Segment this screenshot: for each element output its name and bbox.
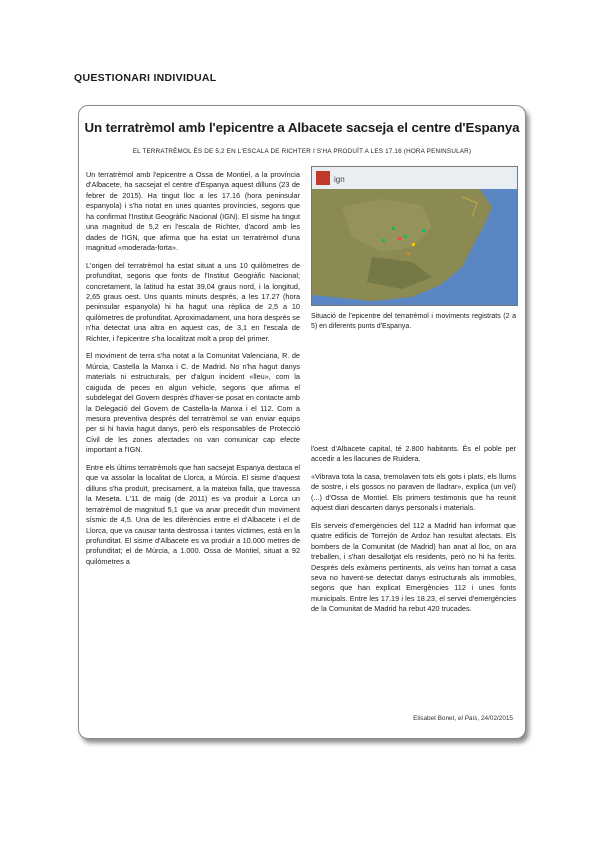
article-right-column [311, 444, 516, 622]
article-title: Un terratrèmol amb l'epicentre a Albacete sacseja el centre d'Espanya [84, 120, 520, 135]
article-subtitle: EL TERRATRÈMOL ÉS DE 5,2 EN L'ESCALA DE RICHTER I S'HA PRODUÏT A LES 17.16 (HORA PENINSULAR) [132, 148, 472, 155]
intensity-marker [404, 235, 407, 238]
article-left-column [86, 170, 300, 574]
article-paragraph: Els serveis d'emergències del 112 a Madrid han informat que quatre edificis de Torrejón de Ardoz han resultat afectats. Els bombers de la Comunitat (de Madrid) han anat al lloc, on ara treballen, i s'han desallotjat els residents, però no hi ha ferits. Després dels exàmens pertinents, als veïns han tornat a casa seva no havent-se detectat danys estructurals als immobles, segons que han explicat Emergències 112 i unes fonts municipals. Entre les 17.19 i les 18.23, el servei d'emergències de la Comunitat de Madrid ha rebut 420 trucades. [311, 520, 516, 614]
credit-source: el País [457, 715, 478, 722]
earthquake-map [311, 166, 518, 306]
credit-author: Elisabet Bonet, [413, 715, 458, 722]
page-heading: QUESTIONARI INDIVIDUAL [74, 72, 217, 84]
intensity-marker [392, 227, 395, 230]
article-paragraph: Un terratrèmol amb l'epicentre a Ossa de Montiel, a la província d'Albacete, ha sacsejat el centre d'Espanya aquest dilluns (23 de febrer de 2015). Ha tingut lloc a les 17.16 (hora peninsular espanyola) i s'ha notat en unes quantes províncies, segons que ha confirmat l'Institut Geogràfic Nacional (IGN). El sisme ha tingut una magnitud de 5,2 en l'escala de Richter, d'acord amb les dades de l'IGN, que afirma que ha estat un terratrèmol d'una magnitud «moderada-forta». [86, 170, 300, 253]
ign-logo-icon [316, 171, 330, 185]
intensity-marker [407, 252, 410, 255]
article-paragraph: L'origen del terratrèmol ha estat situat a uns 10 quilòmetres de profunditat, segons que fonts de l'Institut Geogràfic Nacional; concretament, la latitud ha estat 39,04 graus nord, i la longitud, 2,65 graus oest. Uns quants minuts després, a les 17.27 (hora peninsular espanyola) hi ha hagut una rèplica de 2,5 a 10 quilòmetres de profunditat. Aproximadament, una hora després se n'ha detectat una altra en aquest cas, de 3,1 en l'escala de Richter, i l'epicentre s'ha localitzat molt a prop del primer. [86, 260, 300, 343]
article-paragraph: Entre els últims terratrèmols que han sacsejat Espanya destaca el que va assolar la localitat de Llorca, a Múrcia. El sisme d'aquest dilluns s'ha produït, precisament, a la mateixa falla, que travessa la Meseta. L'11 de maig (de 2011) es va produir a Lorca un terratrèmol de magnitud 5,1 que va anar precedit d'un moviment sísmic de 4,5. Una de les diferències entre el d'Albacete i el de Llorca, que va causar tanta destrossa i tantes víctimes, està en la profunditat. El sisme d'Albacete es va produir a 10.000 metres de profunditat; el de Múrcia, a 1.000. Ossa de Montiel, situat a 92 quilòmetres a [86, 462, 300, 566]
article-paragraph: l'oest d'Albacete capital, té 2.800 habitants. És el poble per accedir a les llacunes de Ruidera. [311, 444, 516, 464]
article-credit [413, 715, 513, 722]
article-card [78, 105, 526, 739]
map-figure [311, 166, 516, 331]
intensity-marker [412, 243, 415, 246]
map-caption: Situació de l'epicentre del terratrèmol i moviments registrats (2 a 5) en diferents punts d'Espanya. [311, 313, 516, 330]
article-paragraph: «Vibrava tota la casa, tremolaven tots els gots i plats, els llums de sostre, i els gossos no paraven de lladrar», explica (un veí) (...) d'Ossa de Montiel. Els primers testimonis que ha reunit aquest diari descarten danys personals i materials. [311, 471, 516, 513]
intensity-marker [382, 239, 385, 242]
map-image [312, 167, 517, 305]
credit-date: , 24/02/2015 [477, 715, 513, 722]
ign-logo-text: ign [334, 175, 345, 184]
intensity-marker [422, 229, 425, 232]
article-paragraph: El moviment de terra s'ha notat a la Comunitat Valenciana, R. de Múrcia, Castella la Manxa i C. de Madrid. No n'ha hagut danys materials ni estructurals, per d'algun incident «lleu», com la caiguda de peces en algun vehicle, segons que afirma el subdelegat del Govern després d'haver-se posat en contacte amb la Delegació del Govern de Castella-la Manxa i el 112. Com a mesura preventiva després del terratrèmol se van enviar equips per si hi havia hagut danys, però els responsables de Protecció Civil de les zones afectades no van comunicar cap efecte important a l'IGN. [86, 351, 300, 455]
epicentre-marker [398, 237, 401, 240]
